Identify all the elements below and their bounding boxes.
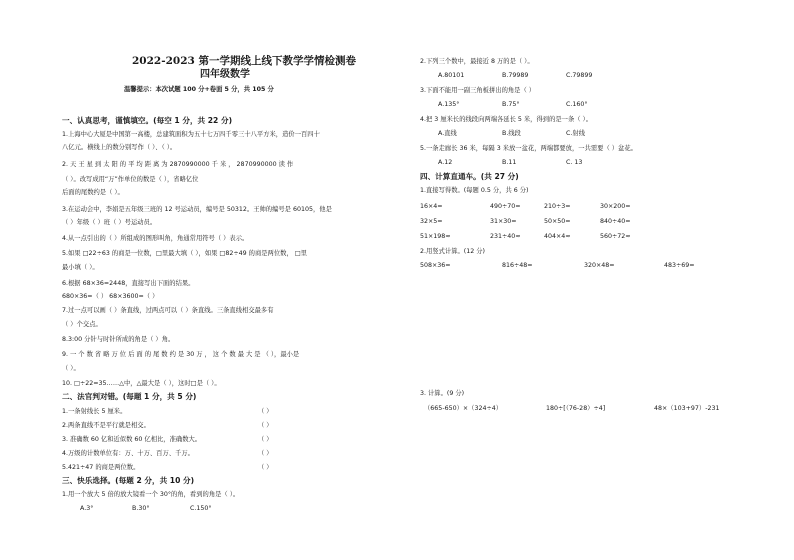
choice-5: 5.一条走廊长 36 米，每隔 3 米放一盆花，两端都要放，一共需要（ ）盆花。	[420, 145, 637, 152]
calc-1-heading: 1.直接写得数。(每题 0.5 分，共 6 分)	[420, 187, 529, 194]
choice-3-option-b[interactable]: B.75°	[502, 101, 520, 108]
q4-line: 4.从一点引出的（ ）所组成的图形叫角，角通常用符号（ ）表示。	[62, 235, 249, 242]
choice-1-option-b[interactable]: B.30°	[132, 505, 150, 512]
choice-3: 3.下面不能用一副三角板拼出的角是（ ）	[420, 87, 536, 94]
q10-line: 10. □÷22=35……△中，△最大是（ ），这时□是（ ）。	[62, 380, 221, 387]
q2-line3: 后面的尾数约是（ ）。	[62, 189, 124, 196]
calc-cell: 30×200=	[600, 203, 631, 210]
choice-1: 1.用一个放大 5 倍的放大镜看一个 30°的角，看到的角是（ ）。	[62, 491, 240, 498]
q3-line1: 3.在运动会中，李娟是五年级三班的 12 号运动员，编号是 50312。王帅的编号是 60105，他是	[62, 206, 332, 213]
choice-2-option-a[interactable]: A.80101	[438, 72, 465, 79]
q1-line1: 1.上海中心大厦是中国第一高楼，总建筑面积为五十七万四千零三十八平方米，造价一百四十	[62, 131, 320, 138]
judge-1-answer[interactable]: （ ）	[258, 408, 273, 415]
q9-line1: 9. 一 个 数 省 略 万 位 后 面 的 尾 数 约 是 30 万 ， 这 个 数 最 大 是 （ ），最小是	[62, 351, 300, 358]
choice-4-option-b[interactable]: B.线段	[502, 130, 521, 137]
mixed-calc-item: 48×（103+97）-231	[654, 405, 720, 412]
q7-line2: （ ）个交点。	[62, 321, 102, 328]
score-tip: 温馨提示：本次试题 100 分+卷面 5 分，共 105 分	[124, 86, 274, 93]
choice-3-option-a[interactable]: A.135°	[438, 101, 460, 108]
calc-2-heading: 2.用竖式计算。(12 分)	[420, 248, 486, 255]
judge-2: 2.两条直线不是平行就是相交。	[62, 422, 150, 429]
q5-line1: 5.如果 □22÷63 的商是一位数，□里最大填（ ），如果 □82÷49 的商是两位数， □里	[62, 250, 307, 257]
vertical-calc-item: 508×36=	[420, 262, 451, 269]
section-3-heading: 三、快乐选择。(每题 2 分，共 10 分)	[62, 476, 195, 485]
choice-1-option-a[interactable]: A.3°	[80, 505, 94, 512]
vertical-calc-item: 320×48=	[584, 262, 615, 269]
judge-4: 4.万级的计数单位有：万、十万、百万、千万。	[62, 450, 194, 457]
choice-5-option-a[interactable]: A.12	[438, 159, 453, 166]
calc-cell: 231÷40≈	[490, 233, 521, 240]
judge-3-answer[interactable]: （ ）	[258, 436, 273, 443]
judge-2-answer[interactable]: （ ）	[258, 422, 273, 429]
vertical-calc-item: 483÷69=	[664, 262, 695, 269]
q2-line2: （ ）。改写成用“万”作单位的数是（ ），省略亿位	[62, 176, 199, 183]
calc-cell: 490÷70=	[490, 203, 521, 210]
mixed-calc-item: （665-650）×（324÷4）	[424, 405, 503, 412]
choice-1-option-c[interactable]: C.150°	[190, 505, 212, 512]
calc-cell: 16×4=	[420, 203, 443, 210]
exam-title: 2022-2023 第一学期线上线下教学学情检测卷	[132, 55, 356, 67]
calc-cell: 31×30=	[490, 218, 517, 225]
choice-2-option-c[interactable]: C.79899	[566, 72, 593, 79]
q9-line2: （ ）。	[62, 365, 80, 372]
judge-3: 3. 准确数 60 亿和近似数 60 亿相比，准确数大。	[62, 436, 202, 443]
judge-4-answer[interactable]: （ ）	[258, 450, 273, 457]
vertical-calc-item: 816÷48=	[502, 262, 533, 269]
q6-line1: 6.根据 68×36=2448，直接写出下面的结果。	[62, 280, 195, 287]
calc-cell: 32×5=	[420, 218, 443, 225]
calc-cell: 840÷40=	[600, 218, 631, 225]
section-4-heading: 四、计算直通车。(共 27 分)	[420, 172, 519, 181]
judge-5-answer[interactable]: （ ）	[258, 464, 273, 471]
choice-3-option-c[interactable]: C.160°	[566, 101, 588, 108]
choice-4: 4.把 3 厘米长的线段向两端各延长 5 米，得到的是一条（ ）。	[420, 116, 593, 123]
choice-4-option-c[interactable]: C.射线	[566, 130, 585, 137]
q1-line2: 八亿元。横线上的数分别写作（ ）、（ ）。	[62, 144, 177, 151]
choice-5-option-c[interactable]: C. 13	[566, 159, 583, 166]
q8-line: 8.3:00 分针与时针所成的角是（ ）角。	[62, 336, 175, 343]
choice-4-option-a[interactable]: A.直线	[438, 130, 457, 137]
section-2-heading: 二、法官判对错。(每题 1 分，共 5 分)	[62, 392, 197, 401]
judge-1: 1.一条射线长 5 厘米。	[62, 408, 127, 415]
calc-cell: 560÷72≈	[600, 233, 631, 240]
choice-5-option-b[interactable]: B.11	[502, 159, 517, 166]
q7-line1: 7.过一点可以画（ ）条直线，过两点可以（ ）条直线。三条直线相交最多有	[62, 307, 274, 314]
calc-cell: 404×4≈	[544, 233, 571, 240]
q6-line2: 680×36=（ ） 68×3600=（ ）	[62, 293, 159, 300]
judge-5: 5.421÷47 的商是两位数。	[62, 464, 140, 471]
mixed-calc-item: 180÷[（76-28）÷4]	[546, 405, 606, 412]
q3-line2: （ ）年级（ ）班（ ）号运动员。	[62, 219, 157, 226]
exam-subtitle: 四年级数学	[200, 69, 250, 80]
q5-line2: 最小填（ ）。	[62, 264, 99, 271]
choice-2-option-b[interactable]: B.79989	[502, 72, 529, 79]
calc-cell: 51×198≈	[420, 233, 451, 240]
calc-3-heading: 3. 计算。(9 分)	[420, 390, 465, 397]
calc-cell: 50×50=	[544, 218, 571, 225]
section-1-heading: 一、认真思考，谨慎填空。(每空 1 分，共 22 分)	[62, 116, 233, 125]
calc-cell: 210÷3=	[544, 203, 571, 210]
q2-line1: 2. 天 王 星 到 太 阳 的 平 均 距 离 为 2870990000 千 米 ， 2870990000 读 作	[62, 161, 294, 168]
choice-2: 2.下列三个数中，最接近 8 万的是（ ）。	[420, 58, 534, 65]
